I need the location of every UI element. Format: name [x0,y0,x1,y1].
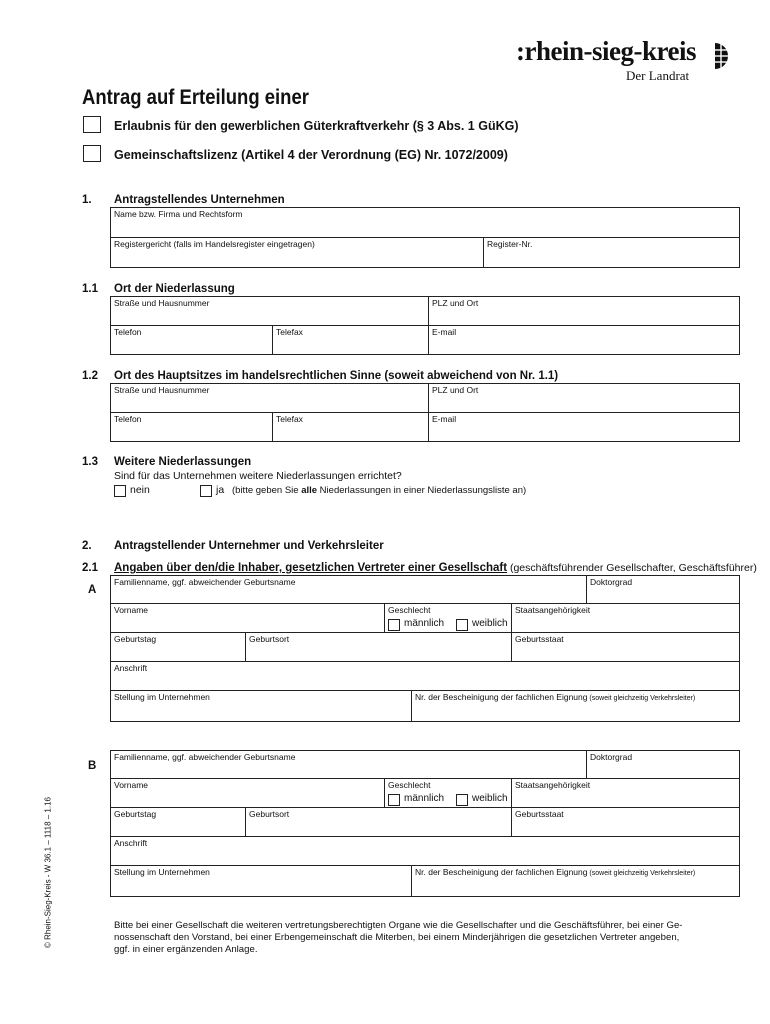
logo-emblem-icon [715,42,737,70]
s13-no-label: nein [130,484,150,496]
a-degree-field[interactable]: Doktorgrad [590,577,633,587]
option-erlaubnis-label: Erlaubnis für den gewerblichen Güterkraftverkehr (§ 3 Abs. 1 GüKG) [114,119,519,133]
a-female-label: weiblich [472,618,508,629]
page-title: Antrag auf Erteilung einer [82,86,309,109]
a-male-checkbox[interactable] [388,619,400,631]
footer-note-line-3: ggf. in einer ergänzenden Anlage. [114,944,258,955]
s11-street-field[interactable]: Straße und Hausnummer [114,298,210,308]
b-firstname-field[interactable]: Vorname [114,780,149,790]
section-1-number: 1. [82,194,92,206]
a-birthplace-field[interactable]: Geburtsort [249,634,290,644]
register-number-field[interactable]: Register-Nr. [487,239,533,249]
section-2-1-title: Angaben über den/die Inhaber, gesetzlichen Vertreter einer Gesellschaft (geschäftsführender Gesellschafter, Geschäftsführer) [114,562,757,574]
section-1-2-number: 1.2 [82,370,98,382]
section-1-3-number: 1.3 [82,456,98,468]
s12-fax-field[interactable]: Telefax [276,414,303,424]
a-nationality-field[interactable]: Staatsangehörigkeit [515,605,591,615]
s13-no-checkbox[interactable] [114,485,126,497]
s13-yes-label: ja [216,484,225,496]
section-2-title: Antragstellender Unternehmer und Verkehrsleiter [114,540,384,552]
section-1-title: Antragstellendes Unternehmen [114,194,285,206]
b-birthday-field[interactable]: Geburtstag [114,809,157,819]
s11-fax-field[interactable]: Telefax [276,327,303,337]
person-a-marker: A [88,584,97,596]
footer-note-line-2: nossenschaft den Vorstand, bei einer Erbengemeinschaft die Miterben, bei einem Minderjährigen die gesetzlichen Vertreter angeben, [114,932,680,943]
b-gender-label: Geschlecht [388,780,431,790]
b-degree-field[interactable]: Doktorgrad [590,752,633,762]
section-1-2-title: Ort des Hauptsitzes im handelsrechtlichen Sinne (soweit abweichend von Nr. 1.1) [114,370,559,382]
a-male-label: männlich [404,618,445,629]
logo-subline: Der Landrat [626,68,690,83]
option-gemeinschaftslizenz-checkbox[interactable] [83,145,101,162]
a-certificate-field[interactable]: Nr. der Bescheinigung der fachlichen Eignung (soweit gleichzeitig Verkehrsleiter) [415,692,696,702]
footer-note-line-1: Bitte bei einer Gesellschaft die weiteren vertretungsberechtigten Organe wie die Gesellschafter und die Geschäftsführer, bei einer Ge- [114,920,683,931]
a-address-field[interactable]: Anschrift [114,663,148,673]
a-firstname-field[interactable]: Vorname [114,605,149,615]
b-birthplace-field[interactable]: Geburtsort [249,809,290,819]
a-female-checkbox[interactable] [456,619,468,631]
form-code-side-text: © Rhein-Sieg-Kreis - W 36.1 – 1118 – 1.16 [43,797,53,949]
b-address-field[interactable]: Anschrift [114,838,148,848]
s12-phone-field[interactable]: Telefon [114,414,142,424]
s13-yes-checkbox[interactable] [200,485,212,497]
b-nationality-field[interactable]: Staatsangehörigkeit [515,780,591,790]
option-gemeinschaftslizenz-label: Gemeinschaftslizenz (Artikel 4 der Verordnung (EG) Nr. 1072/2009) [114,148,508,162]
register-court-field[interactable]: Registergericht (falls im Handelsregister eingetragen) [114,239,315,249]
a-gender-label: Geschlecht [388,605,431,615]
company-name-field[interactable]: Name bzw. Firma und Rechtsform [114,209,243,219]
b-certificate-field[interactable]: Nr. der Bescheinigung der fachlichen Eignung (soweit gleichzeitig Verkehrsleiter) [415,867,696,877]
section-2-number: 2. [82,540,92,552]
s12-email-field[interactable]: E-mail [432,414,457,424]
b-female-label: weiblich [472,793,508,804]
a-birthday-field[interactable]: Geburtstag [114,634,157,644]
a-birthstate-field[interactable]: Geburtsstaat [515,634,564,644]
s12-plz-field[interactable]: PLZ und Ort [432,385,479,395]
b-male-checkbox[interactable] [388,794,400,806]
a-position-field[interactable]: Stellung im Unternehmen [114,692,210,702]
section-2-1-number: 2.1 [82,562,98,574]
b-position-field[interactable]: Stellung im Unternehmen [114,867,210,877]
section-1-3-title: Weitere Niederlassungen [114,456,252,468]
option-erlaubnis-checkbox[interactable] [83,116,101,133]
b-male-label: männlich [404,793,445,804]
s12-street-field[interactable]: Straße und Hausnummer [114,385,210,395]
section-1-1-number: 1.1 [82,283,98,295]
b-birthstate-field[interactable]: Geburtsstaat [515,809,564,819]
s11-email-field[interactable]: E-mail [432,327,457,337]
section-1-1-title: Ort der Niederlassung [114,283,235,295]
person-b-marker: B [88,760,97,772]
s11-plz-field[interactable]: PLZ und Ort [432,298,479,308]
s13-question: Sind für das Unternehmen weitere Niederlassungen errichtet? [114,470,402,482]
logo-text: :rhein-sieg-kreis [516,36,696,66]
a-family-name-field[interactable]: Familienname, ggf. abweichender Geburtsname [114,577,296,587]
s11-phone-field[interactable]: Telefon [114,327,142,337]
b-female-checkbox[interactable] [456,794,468,806]
s13-yes-note: (bitte geben Sie alle Niederlassungen in einer Niederlassungsliste an) [232,485,527,496]
b-family-name-field[interactable]: Familienname, ggf. abweichender Geburtsname [114,752,296,762]
logo [516,36,736,86]
